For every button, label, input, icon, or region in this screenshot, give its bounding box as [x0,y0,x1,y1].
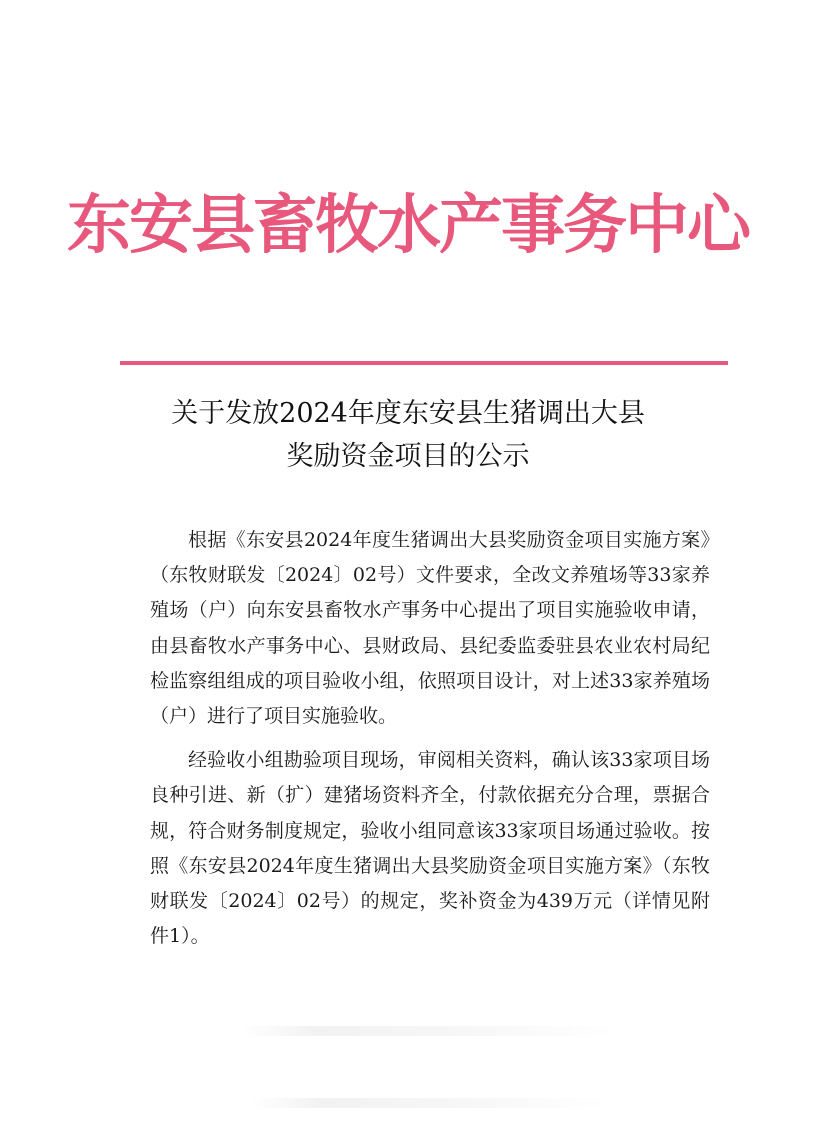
body-paragraph-2: 经验收小组勘验项目现场，审阅相关资料，确认该33家项目场良种引进、新（扩）建猪场资料齐全，付款依据充分合理，票据合规，符合财务制度规定，验收小组同意该33家项目场通过验收。按照《东安县2024年度生猪调出大县奖励资金项目实施方案》（东牧财联发〔2024〕02号）的规定，奖补资金为439万元（详情见附件1）。 [150,749,710,948]
body-paragraph-1: 根据《东安县2024年度生猪调出大县奖励资金项目实施方案》（东牧财联发〔2024〕02号）文件要求，全改文养殖场等33家养殖场（户）向东安县畜牧水产事务中心提出了项目实施验收申请，由县畜牧水产事务中心、县财政局、县纪委监委驻县农业农村局纪检监察组组成的项目验收小组，依照项目设计，对上述33家养殖场（户）进行了项目实施验收。 [150,529,710,728]
title-line-1: 关于发放2024年度东安县生猪调出大县 [171,398,645,429]
faded-text-artifact [250,1098,610,1108]
header-divider [120,361,728,365]
title-line-2: 奖励资金项目的公示 [286,441,530,472]
document-title [0,392,816,478]
document-body [150,523,710,954]
faded-text-artifact [240,1026,620,1036]
organization-header: 东安县畜牧水产事务中心 [67,188,749,263]
